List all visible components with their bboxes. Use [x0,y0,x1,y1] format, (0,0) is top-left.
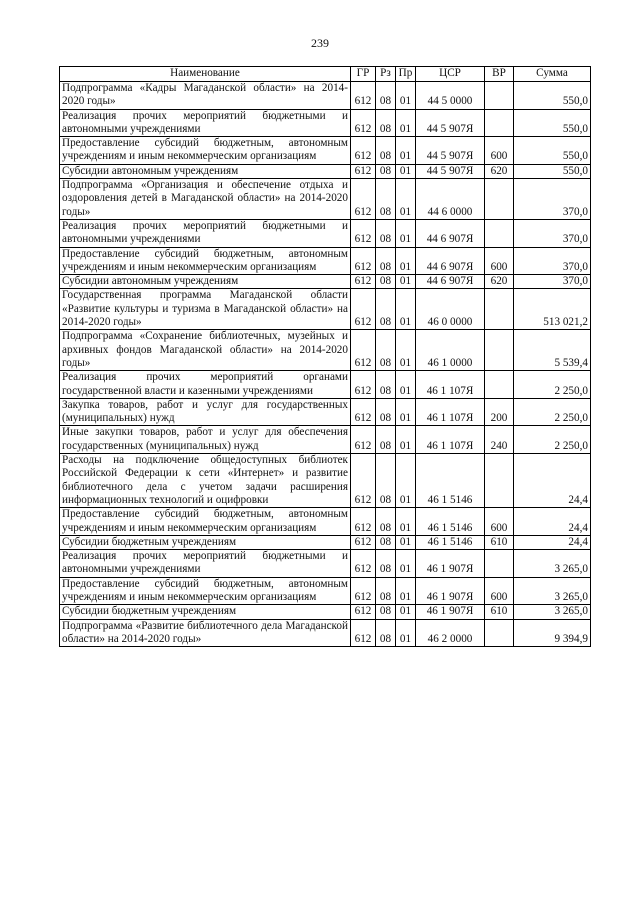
cell-sum: 370,0 [514,247,591,275]
cell-csr: 44 6 907Я [416,219,485,247]
cell-csr: 46 1 107Я [416,398,485,426]
cell-csr: 46 1 107Я [416,426,485,454]
cell-gr: 612 [351,330,376,371]
cell-sum: 370,0 [514,219,591,247]
cell-csr: 46 1 5146 [416,508,485,536]
cell-gr: 612 [351,164,376,178]
cell-sum: 24,4 [514,454,591,508]
cell-gr: 612 [351,535,376,549]
cell-name: Подпрограмма «Кадры Магаданской области» на 2014-2020 годы» [60,82,351,110]
cell-vr [485,179,514,220]
header-rz: Рз [376,67,396,82]
cell-rz: 08 [376,550,396,578]
cell-pr: 01 [396,619,416,647]
cell-vr [485,82,514,110]
table-row [60,619,591,647]
cell-sum: 550,0 [514,164,591,178]
cell-name: Реализация прочих мероприятий органами государственной власти и казенными учреждениями [60,371,351,399]
cell-csr: 44 6 0000 [416,179,485,220]
table-row [60,426,591,454]
cell-pr: 01 [396,398,416,426]
cell-name: Иные закупки товаров, работ и услуг для обеспечения государственных (муниципальных) нужд [60,426,351,454]
cell-rz: 08 [376,289,396,330]
cell-sum: 550,0 [514,109,591,137]
cell-sum: 9 394,9 [514,619,591,647]
cell-pr: 01 [396,550,416,578]
budget-table [59,66,591,647]
cell-vr: 600 [485,577,514,605]
table-row [60,454,591,508]
cell-sum: 3 265,0 [514,577,591,605]
cell-pr: 01 [396,605,416,619]
cell-sum: 24,4 [514,508,591,536]
cell-sum: 2 250,0 [514,426,591,454]
table-row [60,82,591,110]
cell-csr: 46 0 0000 [416,289,485,330]
cell-name: Закупка товаров, работ и услуг для государственных (муниципальных) нужд [60,398,351,426]
cell-pr: 01 [396,426,416,454]
cell-rz: 08 [376,454,396,508]
cell-gr: 612 [351,398,376,426]
cell-vr: 600 [485,247,514,275]
cell-csr: 44 5 907Я [416,109,485,137]
cell-csr: 46 1 107Я [416,371,485,399]
cell-sum: 370,0 [514,179,591,220]
cell-csr: 46 1 0000 [416,330,485,371]
cell-sum: 3 265,0 [514,605,591,619]
cell-gr: 612 [351,247,376,275]
table-row [60,137,591,165]
header-gr: ГР [351,67,376,82]
cell-pr: 01 [396,179,416,220]
cell-name: Субсидии бюджетным учреждениям [60,535,351,549]
cell-pr: 01 [396,371,416,399]
cell-gr: 612 [351,137,376,165]
header-name: Наименование [60,67,351,82]
cell-sum: 3 265,0 [514,550,591,578]
cell-gr: 612 [351,426,376,454]
cell-name: Расходы на подключение общедоступных библиотек Российской Федерации к сети «Интернет» и развитие библиотечного дела с учетом задачи расширения информационных технологий и оцифровки [60,454,351,508]
cell-vr [485,289,514,330]
cell-rz: 08 [376,508,396,536]
cell-name: Субсидии бюджетным учреждениям [60,605,351,619]
cell-vr: 610 [485,605,514,619]
cell-sum: 550,0 [514,137,591,165]
table-row [60,398,591,426]
table-row [60,577,591,605]
cell-pr: 01 [396,535,416,549]
cell-gr: 612 [351,371,376,399]
table-row [60,330,591,371]
cell-vr: 610 [485,535,514,549]
cell-vr: 620 [485,275,514,289]
cell-gr: 612 [351,550,376,578]
cell-pr: 01 [396,219,416,247]
table-row [60,535,591,549]
cell-gr: 612 [351,454,376,508]
cell-rz: 08 [376,371,396,399]
cell-csr: 46 1 907Я [416,577,485,605]
cell-vr: 620 [485,164,514,178]
cell-rz: 08 [376,398,396,426]
cell-sum: 370,0 [514,275,591,289]
cell-rz: 08 [376,247,396,275]
cell-pr: 01 [396,330,416,371]
header-vr: ВР [485,67,514,82]
cell-gr: 612 [351,219,376,247]
cell-gr: 612 [351,289,376,330]
cell-gr: 612 [351,82,376,110]
cell-csr: 44 6 907Я [416,247,485,275]
cell-name: Реализация прочих мероприятий бюджетными и автономными учреждениями [60,550,351,578]
cell-gr: 612 [351,577,376,605]
cell-csr: 46 2 0000 [416,619,485,647]
cell-vr: 240 [485,426,514,454]
cell-pr: 01 [396,247,416,275]
cell-gr: 612 [351,605,376,619]
cell-vr: 600 [485,508,514,536]
table-row [60,247,591,275]
table-row [60,179,591,220]
cell-csr: 46 1 5146 [416,535,485,549]
cell-gr: 612 [351,179,376,220]
cell-pr: 01 [396,109,416,137]
table-row [60,219,591,247]
cell-name: Субсидии автономным учреждениям [60,164,351,178]
cell-csr: 44 6 907Я [416,275,485,289]
cell-rz: 08 [376,137,396,165]
cell-csr: 44 5 907Я [416,164,485,178]
cell-name: Предоставление субсидий бюджетным, автономным учреждениям и иным некоммерческим организациям [60,508,351,536]
table-header-row [60,67,591,82]
cell-rz: 08 [376,577,396,605]
cell-pr: 01 [396,137,416,165]
cell-vr [485,550,514,578]
table-row [60,550,591,578]
cell-csr: 46 1 907Я [416,550,485,578]
cell-rz: 08 [376,275,396,289]
cell-rz: 08 [376,219,396,247]
cell-rz: 08 [376,82,396,110]
cell-pr: 01 [396,577,416,605]
cell-pr: 01 [396,508,416,536]
cell-vr [485,219,514,247]
cell-name: Предоставление субсидий бюджетным, автономным учреждениям и иным некоммерческим организациям [60,137,351,165]
table-row [60,289,591,330]
cell-pr: 01 [396,275,416,289]
cell-name: Реализация прочих мероприятий бюджетными и автономными учреждениями [60,109,351,137]
cell-vr [485,109,514,137]
cell-rz: 08 [376,535,396,549]
cell-rz: 08 [376,179,396,220]
cell-rz: 08 [376,605,396,619]
cell-gr: 612 [351,109,376,137]
cell-pr: 01 [396,454,416,508]
cell-sum: 5 539,4 [514,330,591,371]
cell-name: Подпрограмма «Организация и обеспечение отдыха и оздоровления детей в Магаданской области» на 2014-2020 годы» [60,179,351,220]
cell-gr: 612 [351,619,376,647]
cell-gr: 612 [351,275,376,289]
cell-sum: 513 021,2 [514,289,591,330]
cell-sum: 24,4 [514,535,591,549]
table-row [60,371,591,399]
cell-csr: 44 5 907Я [416,137,485,165]
cell-name: Подпрограмма «Сохранение библиотечных, музейных и архивных фондов Магаданской области» на 2014-2020 годы» [60,330,351,371]
table-row [60,508,591,536]
cell-rz: 08 [376,426,396,454]
cell-sum: 2 250,0 [514,371,591,399]
cell-sum: 550,0 [514,82,591,110]
cell-name: Государственная программа Магаданской области «Развитие культуры и туризма в Магаданской области» на 2014-2020 годы» [60,289,351,330]
cell-name: Подпрограмма «Развитие библиотечного дела Магаданской области» на 2014-2020 годы» [60,619,351,647]
cell-pr: 01 [396,82,416,110]
cell-vr [485,619,514,647]
cell-sum: 2 250,0 [514,398,591,426]
cell-vr: 600 [485,137,514,165]
header-sum: Сумма [514,67,591,82]
cell-rz: 08 [376,109,396,137]
cell-name: Предоставление субсидий бюджетным, автономным учреждениям и иным некоммерческим организациям [60,577,351,605]
cell-pr: 01 [396,164,416,178]
cell-vr [485,371,514,399]
table-row [60,605,591,619]
cell-vr [485,454,514,508]
cell-pr: 01 [396,289,416,330]
table-row [60,109,591,137]
cell-csr: 46 1 5146 [416,454,485,508]
cell-vr [485,330,514,371]
cell-name: Субсидии автономным учреждениям [60,275,351,289]
cell-csr: 46 1 907Я [416,605,485,619]
cell-rz: 08 [376,330,396,371]
page-number: 239 [311,36,329,50]
cell-rz: 08 [376,619,396,647]
cell-csr: 44 5 0000 [416,82,485,110]
table-row [60,275,591,289]
cell-name: Предоставление субсидий бюджетным, автономным учреждениям и иным некоммерческим организациям [60,247,351,275]
cell-vr: 200 [485,398,514,426]
table-row [60,164,591,178]
cell-gr: 612 [351,508,376,536]
header-csr: ЦСР [416,67,485,82]
cell-rz: 08 [376,164,396,178]
header-pr: Пр [396,67,416,82]
cell-name: Реализация прочих мероприятий бюджетными и автономными учреждениями [60,219,351,247]
